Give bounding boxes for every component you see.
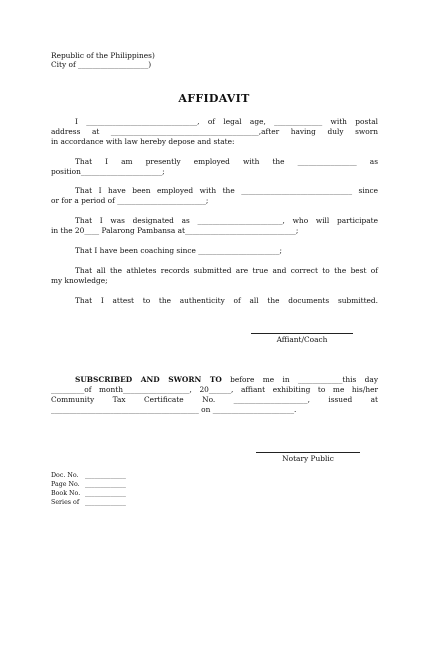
jurat-line-2: _________of month__________________, 20______, affiant exhibiting to me his/her: [51, 385, 378, 394]
paragraph-3-line-2: or for a period of ________________________;: [51, 196, 209, 205]
header-city: City of ___________________): [51, 60, 152, 69]
notarial-register-block: [51, 471, 126, 507]
paragraph-2-line-2: position______________________;: [51, 167, 165, 176]
page-no-row: Page No. _____________: [51, 481, 126, 488]
book-no-row: Book No. _____________: [51, 490, 126, 497]
jurat-line-1: SUBSCRIBED AND SWORN TO before me in ____________this day: [75, 375, 378, 384]
paragraph-4-line-2: in the 20____ Palarong Pambansa at______________________________;: [51, 226, 299, 235]
affiant-signature-line: [251, 333, 353, 344]
notary-signature-line: [256, 452, 360, 463]
paragraph-2-line-1: That I am presently employed with the ________________ as: [75, 157, 378, 166]
header-republic: Republic of the Philippines): [51, 51, 155, 60]
paragraph-3-line-1: That I have been employed with the ______________________________ since: [75, 186, 378, 195]
paragraph-4-line-1: That I was designated as _______________________, who will participate: [75, 216, 378, 225]
paragraph-6-line-1: That all the athletes records submitted are true and correct to the best of: [75, 266, 378, 275]
paragraph-1-line-3: in accordance with law hereby depose and state:: [51, 137, 235, 146]
paragraph-5: That I have been coaching since ______________________;: [75, 246, 282, 255]
jurat-bold: SUBSCRIBED AND SWORN TO: [75, 375, 222, 384]
notary-label: Notary Public: [282, 454, 334, 463]
paragraph-6-line-2: my knowledge;: [51, 276, 108, 285]
paragraph-1-line-1: I ______________________________, of legal age, _____________ with postal: [75, 117, 378, 126]
affiant-label: Affiant/Coach: [276, 335, 328, 344]
paragraph-7: That I attest to the authenticity of all the documents submitted.: [75, 296, 378, 305]
paragraph-1-line-2: address at ________________________________________,after having duly sworn: [51, 127, 378, 136]
jurat-line-4: ________________________________________ on ______________________.: [51, 405, 297, 414]
jurat-line-3: Community Tax Certificate No. ____________________, issued at: [51, 395, 378, 404]
series-row: Series of _____________: [51, 499, 126, 506]
doc-no-row: Doc. No. _____________: [51, 472, 126, 479]
document-title: AFFIDAVIT: [178, 92, 250, 105]
